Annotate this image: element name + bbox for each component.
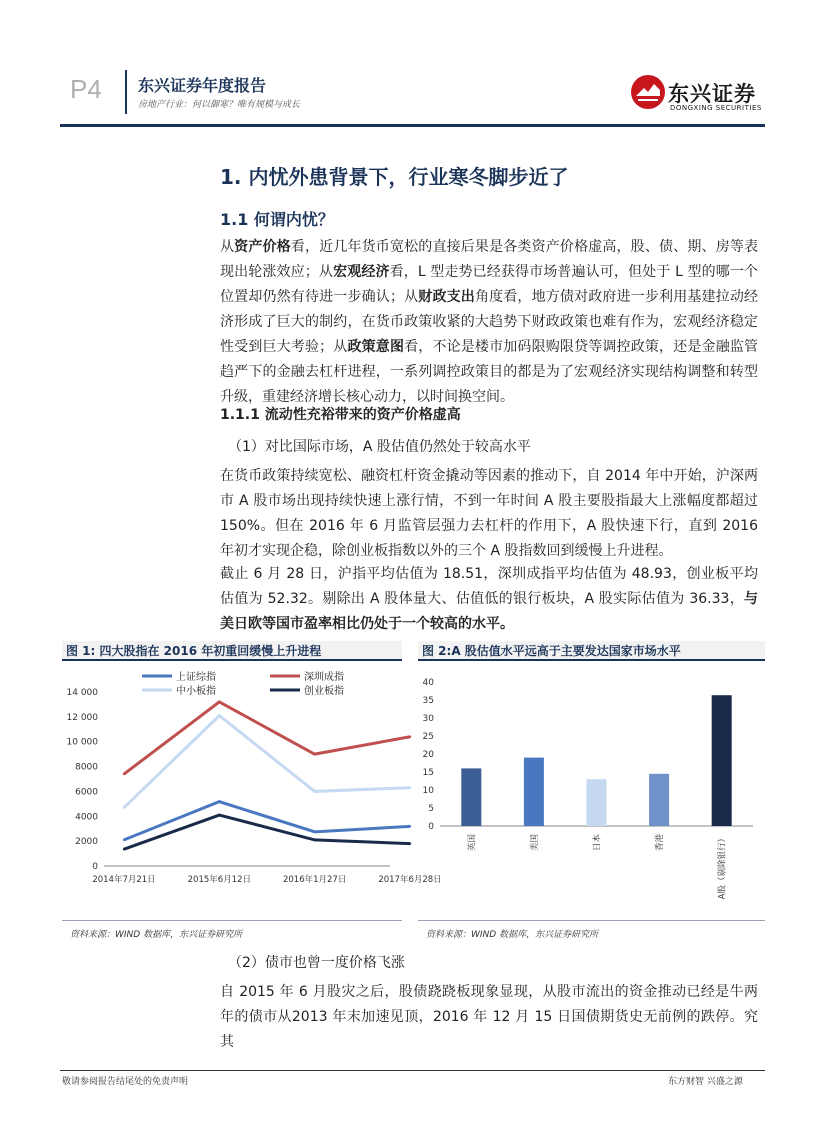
y-tick-label: 0 xyxy=(428,822,434,832)
data-point xyxy=(123,848,125,850)
y-tick-label: 30 xyxy=(422,714,434,724)
figure2-source-rule xyxy=(418,920,765,921)
paragraph-bond: 自 2015 年 6 月股灾之后，股债跷跷板现象显现，从股市流出的资金推动已经是牛两年的债市从2013 年末加速见顶，2016 年 12 月 15 日国债期货史无前例的跌停。究其 xyxy=(220,984,758,1050)
figure1-source-rule xyxy=(62,920,402,921)
data-point xyxy=(218,800,220,802)
x-tick-label: 2016年1月27日 xyxy=(282,875,347,885)
paragraph-valuation: 截止 6 月 28 日，沪指平均估值为 18.51，深圳成指平均估值为 48.93，创业板平均估值为 52.32。剔除出 A 股体量大、估值低的银行板块，A 股实际估值为 36.33，与美日欧等国市盈率相比仍处于一个较高的水平。 xyxy=(220,566,758,632)
y-tick-label: 14 000 xyxy=(66,688,98,698)
data-point xyxy=(218,714,220,716)
x-tick-label: A股（剔除银行） xyxy=(717,834,728,900)
paragraph-market: 在货币政策持续宽松、融资杠杆资金撬动等因素的推动下，自 2014 年中开始，沪深两市 A 股市场出现持续快速上涨行情，不到一年时间 A 股主要股指最大上涨幅度都超过 150%。但在 2016 年 6 月监管层强力去杠杆的作用下，A 股快速下行，直到 2016 年初才实现企稳，除创业板指数以外的三个 A 股指数回到缓慢上升进程。 xyxy=(220,468,758,559)
footer-slogan: 东方财智 兴盛之源 xyxy=(668,1077,743,1087)
x-tick-label: 英国 xyxy=(467,834,478,852)
subsubsection-heading: 1.1.1 流动性充裕带来的资产价格虚高 xyxy=(220,407,461,423)
series-line-2 xyxy=(124,702,410,774)
bar-4 xyxy=(649,774,669,826)
company-logo-text: 东兴证券 xyxy=(668,82,756,106)
bar-5 xyxy=(712,695,732,826)
y-tick-label: 35 xyxy=(422,696,434,706)
y-tick-label: 5 xyxy=(428,804,434,814)
data-point xyxy=(218,701,220,703)
x-tick-label: 2017年6月28日 xyxy=(378,875,442,885)
bar-2 xyxy=(524,758,544,826)
figure2-rule xyxy=(418,659,765,661)
point-heading-1: （1）对比国际市场，A 股估值仍然处于较高水平 xyxy=(228,439,531,455)
section-heading: 1. 内忧外患背景下，行业寒冬脚步近了 xyxy=(220,165,569,189)
legend-label: 深圳成指 xyxy=(304,672,344,683)
bar-3 xyxy=(587,779,607,826)
report-title: 东兴证券年度报告 xyxy=(138,76,267,95)
y-tick-label: 25 xyxy=(422,732,434,742)
point-heading-2: （2）债市也曾一度价格飞涨 xyxy=(228,955,405,971)
y-tick-label: 6000 xyxy=(75,787,98,798)
x-tick-label: 日本 xyxy=(592,834,603,852)
figure2-source: 资料来源：WIND 数据库，东兴证券研究所 xyxy=(426,930,599,940)
y-tick-label: 12 000 xyxy=(66,712,98,723)
paragraph-intro: 从资产价格看，近几年货币宽松的直接后果是各类资产价格虚高，股、债、期、房等表现出轮涨效应；从宏观经济看，L 型走势已经获得市场普遍认可，但处于 L 型的哪一个位置却仍然有待进一步确认；从财政支出角度看，地方债对政府进一步利用基建拉动经济形成了巨大的制约，在货币政策收紧的大趋势下财政政策也难有作为，宏观经济稳定性受到巨大考验；从政策意图看，不论是楼市加码限购限贷等调控政策，还是金融监管趋严下的金融去杠杆进程，一系列调控政策目的都是为了宏观经济实现结构调整和转型升级，重建经济增长核心动力，以时间换空间。 xyxy=(220,239,759,405)
data-point xyxy=(409,825,411,827)
y-tick-label: 40 xyxy=(422,678,434,688)
figure1-source: 资料来源：WIND 数据库，东兴证券研究所 xyxy=(70,930,243,940)
page-number: P4 xyxy=(70,74,102,104)
x-tick-label: 2014年7月21日 xyxy=(92,875,156,885)
data-point xyxy=(218,814,220,816)
data-point xyxy=(409,736,411,738)
y-tick-label: 10 000 xyxy=(66,737,98,748)
data-point xyxy=(409,842,411,844)
bar-1 xyxy=(461,768,481,826)
y-tick-label: 20 xyxy=(422,750,434,760)
y-tick-label: 0 xyxy=(92,862,98,872)
header-rule xyxy=(60,124,765,127)
company-logo-english: DONGXING SECURITIES xyxy=(670,104,762,112)
data-point xyxy=(313,831,315,833)
legend-label: 创业板指 xyxy=(304,686,344,697)
data-point xyxy=(123,839,125,841)
data-point xyxy=(409,787,411,789)
y-tick-label: 8000 xyxy=(75,762,98,773)
footer-disclaimer: 敬请参阅报告结尾处的免责声明 xyxy=(62,1077,189,1087)
series-line-4 xyxy=(124,815,410,849)
data-point xyxy=(123,806,125,808)
figure1-title: 图 1: 四大股指在 2016 年初重回缓慢上升进程 xyxy=(62,641,402,659)
x-tick-label: 美国 xyxy=(529,834,540,852)
data-point xyxy=(123,773,125,775)
y-tick-label: 15 xyxy=(422,768,434,778)
data-point xyxy=(313,790,315,792)
figure2-title: 图 2:A 股估值水平远高于主要发达国家市场水平 xyxy=(418,641,765,659)
x-tick-label: 香港 xyxy=(655,834,666,852)
subsection-heading: 1.1 何谓内忧？ xyxy=(220,210,334,229)
y-tick-label: 10 xyxy=(422,786,434,796)
y-tick-label: 2000 xyxy=(75,837,98,848)
company-logo-icon xyxy=(630,74,666,110)
legend-label: 中小板指 xyxy=(176,686,216,697)
y-tick-label: 4000 xyxy=(75,812,98,823)
figure2-bar-chart xyxy=(418,664,765,916)
report-subtitle: 房地产行业：何以御寒？唯有规模与成长 xyxy=(138,100,301,110)
x-tick-label: 2015年6月12日 xyxy=(187,875,252,885)
data-point xyxy=(313,839,315,841)
legend-label: 上证综指 xyxy=(176,672,216,683)
data-point xyxy=(313,753,315,755)
footer-rule xyxy=(60,1070,765,1071)
figure1-rule xyxy=(62,659,402,661)
header-divider xyxy=(125,70,127,114)
